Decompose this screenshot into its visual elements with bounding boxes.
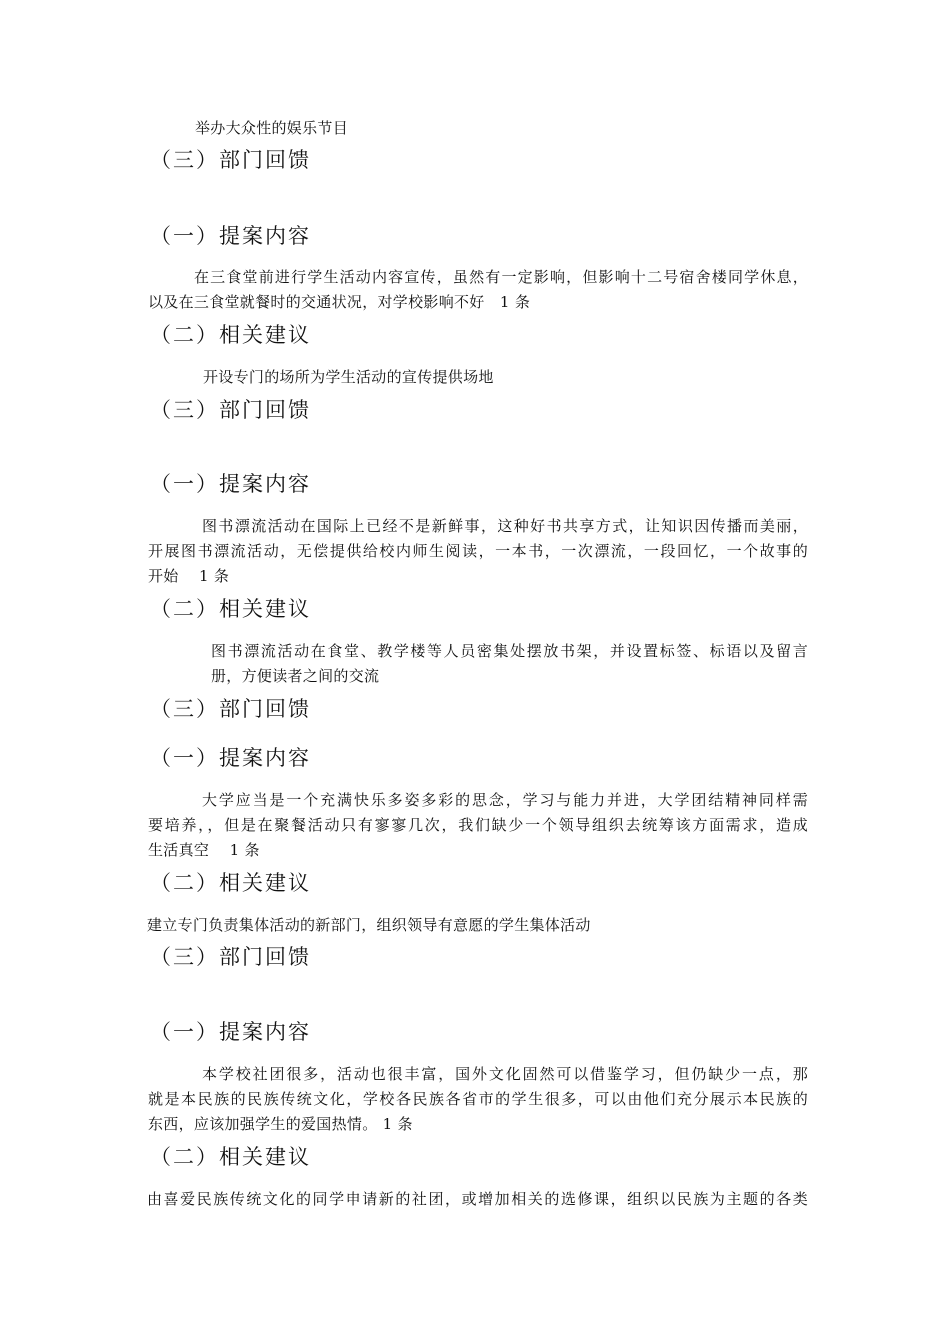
paragraph-line: 举办大众性的娱乐节目 <box>195 119 349 137</box>
heading-feedback: （三）部门回馈 <box>150 945 311 969</box>
paragraph <box>148 514 808 589</box>
heading-proposal: （一）提案内容 <box>150 746 311 770</box>
paragraph-line: 开展图书漂流活动，无偿提供给校内师生阅读，一本书，一次漂流，一段回忆，一个故事的 <box>148 542 808 560</box>
heading-proposal: （一）提案内容 <box>150 1020 311 1044</box>
heading-feedback: （三）部门回馈 <box>150 398 311 422</box>
paragraph-line: 图书漂流活动在食堂、教学楼等人员密集处摆放书架，并设置标签、标语以及留言 <box>211 642 808 660</box>
paragraph-line: 图书漂流活动在国际上已经不是新鲜事，这种好书共享方式，让知识因传播而美丽， <box>202 517 808 535</box>
paragraph-line: 在三食堂前进行学生活动内容宣传，虽然有一定影响，但影响十二号宿舍楼同学休息， <box>194 268 808 286</box>
heading-suggestion: （二）相关建议 <box>150 871 311 895</box>
paragraph <box>203 365 494 390</box>
heading-proposal: （一）提案内容 <box>150 224 311 248</box>
heading-suggestion: （二）相关建议 <box>150 1145 311 1169</box>
paragraph-line: 大学应当是一个充满快乐多姿多彩的思念，学习与能力并进，大学团结精神同样需 <box>202 791 808 809</box>
paragraph <box>147 1187 808 1212</box>
heading-suggestion: （二）相关建议 <box>150 323 311 347</box>
heading-feedback: （三）部门回馈 <box>150 697 311 721</box>
paragraph <box>211 639 808 689</box>
paragraph-line: 生活真空 1 条 <box>148 841 260 859</box>
paragraph <box>195 116 348 141</box>
paragraph-line: 就是本民族的民族传统文化，学校各民族各省市的学生很多，可以由他们充分展示本民族的 <box>148 1090 808 1108</box>
paragraph-line: 开设专门的场所为学生活动的宣传提供场地 <box>203 368 494 386</box>
paragraph <box>148 265 808 315</box>
paragraph-line: 东西，应该加强学生的爱国热情。 1 条 <box>148 1115 413 1133</box>
paragraph <box>148 1062 808 1137</box>
paragraph-line: 本学校社团很多，活动也很丰富，国外文化固然可以借鉴学习，但仍缺少一点，那 <box>202 1065 808 1083</box>
heading-proposal: （一）提案内容 <box>150 472 311 496</box>
paragraph-line: 开始 1 条 <box>148 567 230 585</box>
paragraph-line: 册，方便读者之间的交流 <box>211 667 380 685</box>
paragraph <box>147 913 591 938</box>
paragraph-line: 要培养，，但是在聚餐活动只有寥寥几次，我们缺少一个领导组织去统筹该方面需求，造成 <box>148 816 808 834</box>
paragraph-line: 以及在三食堂就餐时的交通状况，对学校影响不好 1 条 <box>148 293 531 311</box>
heading-feedback: （三）部门回馈 <box>150 148 311 172</box>
paragraph-line: 由喜爱民族传统文化的同学申请新的社团，或增加相关的选修课，组织以民族为主题的各类 <box>147 1190 808 1208</box>
paragraph <box>148 788 808 863</box>
paragraph-line: 建立专门负责集体活动的新部门，组织领导有意愿的学生集体活动 <box>147 916 591 934</box>
heading-suggestion: （二）相关建议 <box>150 597 311 621</box>
